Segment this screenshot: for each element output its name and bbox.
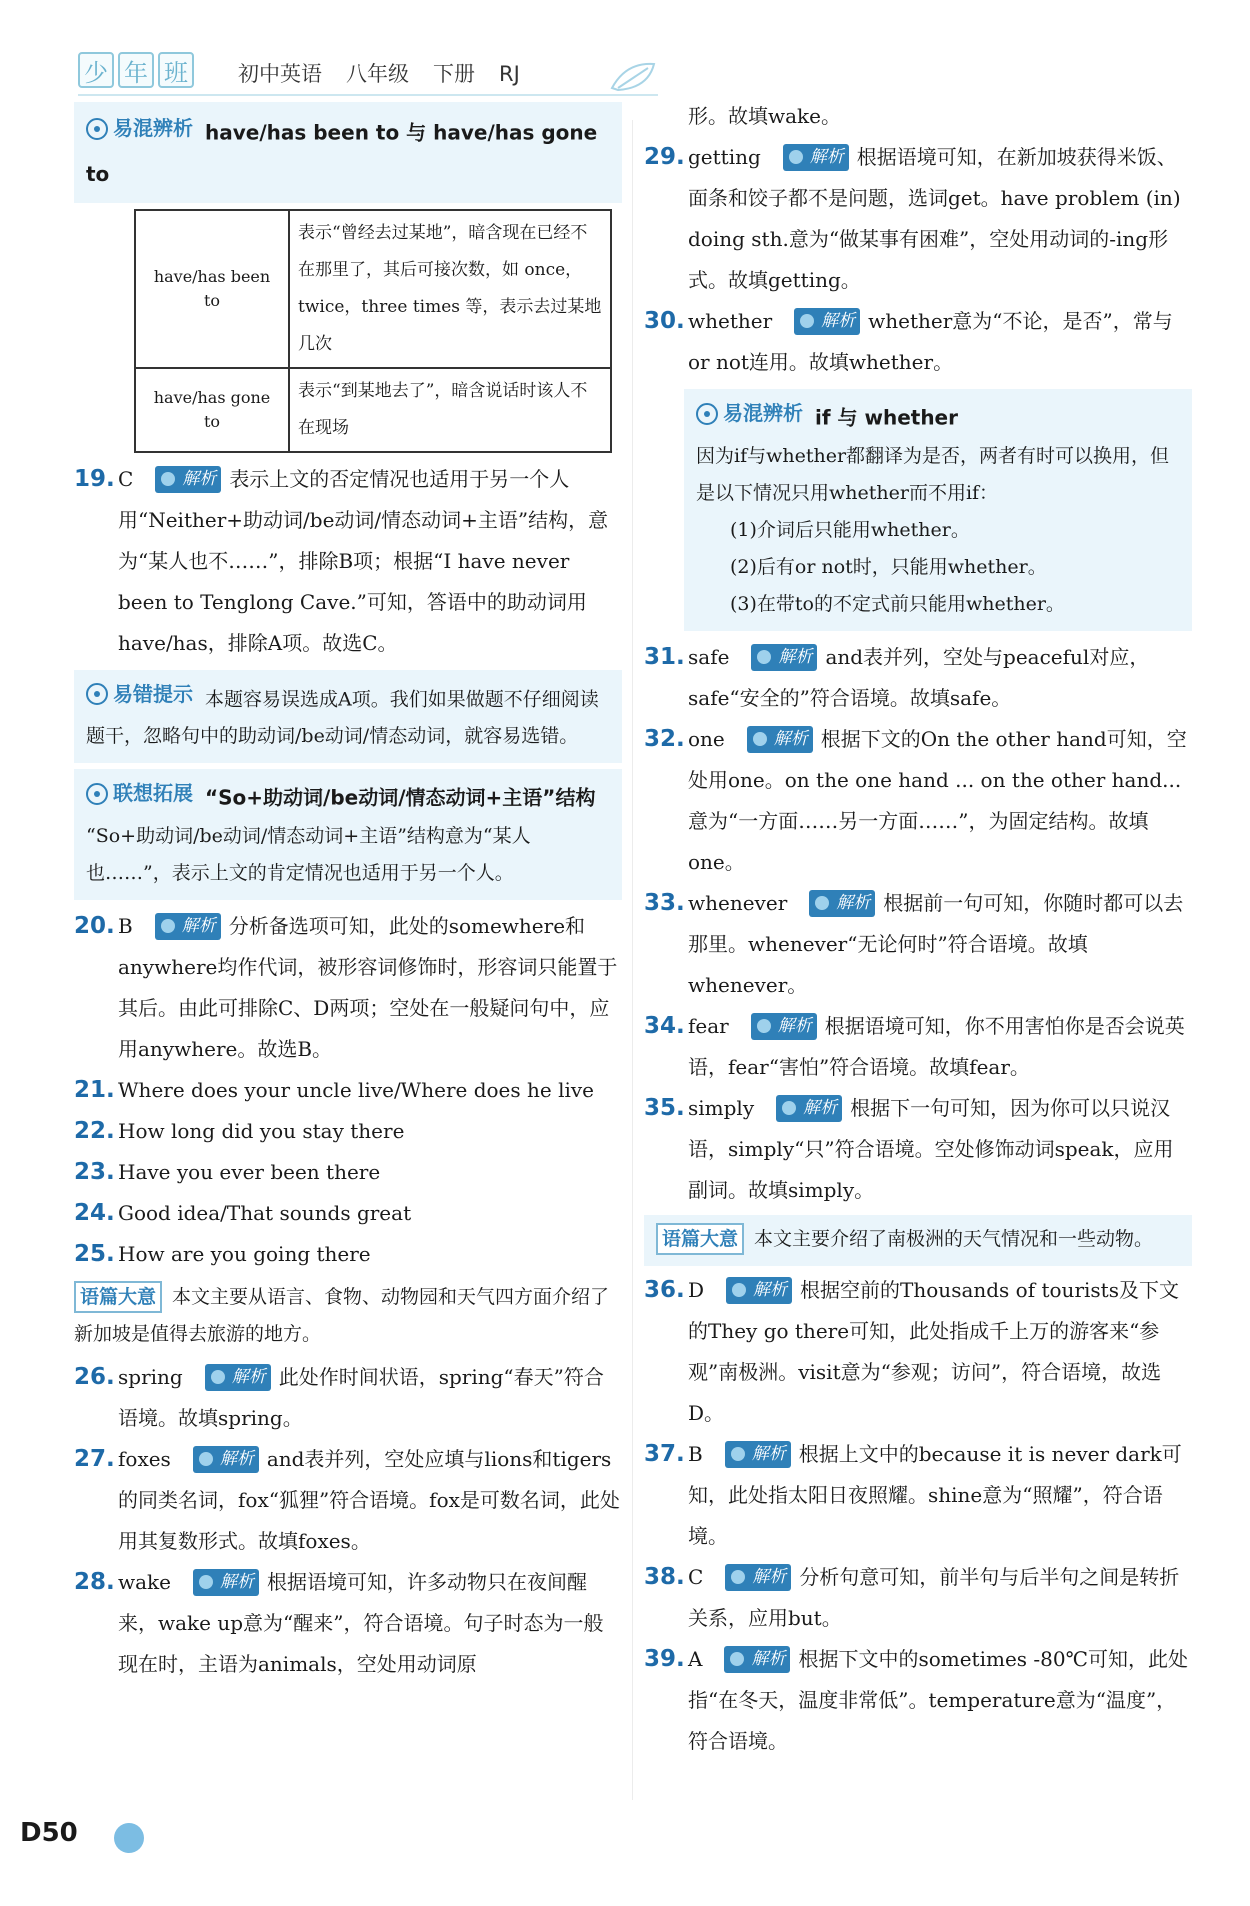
analysis-text: 根据上文中的because it is never dark可知，此处指太阳日夜照耀。shine意为“照耀”，符合语境。 [688,1441,1182,1548]
summary-label: 语篇大意 [656,1223,744,1255]
analysis-tag: 解析 [725,1564,791,1591]
item-number: 20. [74,912,115,939]
answer-word: simply [688,1095,755,1120]
left-column [74,96,622,1685]
answer-item [74,1111,622,1152]
page-header [78,50,658,94]
table-cell: have/has gone to [135,368,289,452]
analysis-text: whether意为“不论，是否”，常与or not连用。故填whether。 [688,309,1173,374]
item-number: 25. [74,1240,115,1267]
analysis-tag: 解析 [205,1364,271,1391]
series-logo [78,52,194,88]
analysis-tag: 解析 [747,726,813,753]
answer-item [644,1270,1192,1434]
analysis-tag: 解析 [751,644,817,671]
summary-label: 语篇大意 [74,1281,162,1313]
answer-choice: C [118,466,134,491]
table-row [135,210,611,368]
book-info [238,58,544,88]
right-column [644,96,1192,1762]
tip-title: 联想拓展 [113,781,193,805]
analysis-tag: 解析 [193,1569,259,1596]
item-number: 21. [74,1076,115,1103]
item-number: 30. [644,308,685,334]
answer-text: How are you going there [118,1241,371,1266]
term: 下册 [433,62,475,86]
analysis-tag: 解析 [155,466,221,493]
answer-word: foxes [118,1446,171,1471]
leaf-decoration-icon [608,58,660,96]
subject: 初中英语 [238,62,322,86]
analysis-tag: 解析 [155,913,221,940]
passage-summary [644,1215,1192,1266]
table-cell: 表示“曾经去过某地”，暗含现在已经不在那里了，其后可接次数，如 once，twice，three times 等，表示去过某地几次 [289,210,611,368]
item-number: 39. [644,1645,685,1672]
logo-char: 班 [158,52,194,88]
tip-point: (3)在带to的不定式前只能用whether。 [730,592,1065,615]
answer-word: spring [118,1364,183,1389]
answer-item [74,1562,622,1685]
analysis-text: and表并列，空处应填与lions和tigers的同类名词，fox“狐狸”符合语境。fox是可数名词，此处用其复数形式。故填foxes。 [118,1446,620,1553]
item-number: 26. [74,1363,115,1390]
analysis-text: 根据空前的Thousands of tourists及下文的They go there可知，此处指成千上万的游客来“参观”南极洲。visit意为“参观；访问”，符合语境，故选D。 [688,1277,1179,1425]
answer-word: getting [688,145,761,169]
analysis-tag: 解析 [193,1446,259,1473]
answer-item [644,1434,1192,1557]
analysis-tag: 解析 [726,1277,792,1304]
analysis-text: 分析句意可知，前半句与后半句之间是转折关系，应用but。 [688,1564,1180,1630]
analysis-tag: 解析 [794,308,860,335]
edition: RJ [499,62,520,86]
item-number: 36. [644,1276,685,1303]
table-cell: have/has been to [135,210,289,368]
tip-topic: have/has been to 与 have/has gone to [86,120,598,186]
analysis-tag: 解析 [751,1013,817,1040]
comparison-table [134,209,612,453]
item-number: 22. [74,1117,115,1144]
tip-topic: “So+助动词/be动词/情态动词+主语”结构 [205,785,596,810]
analysis-text: 根据下一句可知，因为你可以只说汉语，simply“只”符合语境。空处修饰动词speak，应用副词。故填simply。 [688,1095,1174,1202]
answer-item [644,137,1192,301]
answer-item [644,1006,1192,1088]
answer-choice: B [118,913,133,938]
answer-choice: B [688,1441,703,1466]
analysis-text: 根据语境可知，许多动物只在夜间醒来，wake up意为“醒来”，符合语境。句子时态为一般现在时，主语为animals，空处用动词原 [118,1569,604,1676]
page-badge-icon [114,1823,144,1853]
item-number: 27. [74,1445,115,1472]
passage-summary [74,1279,622,1353]
analysis-text: 根据前一句可知，你随时都可以去那里。whenever“无论何时”符合语境。故填whenever。 [688,890,1184,997]
summary-text: 本文主要从语言、食物、动物园和天气四方面介绍了新加坡是值得去旅游的地方。 [74,1285,610,1345]
answer-text: Where does your uncle live/Where does he live [118,1077,595,1102]
answer-text: Have you ever been there [118,1159,381,1184]
table-row [135,368,611,452]
item-number: 28. [74,1568,115,1595]
item-number: 31. [644,643,685,670]
answer-item [74,459,622,664]
answer-choice: C [688,1564,704,1589]
summary-text: 本文主要介绍了南极洲的天气情况和一些动物。 [754,1227,1154,1250]
item-number: 35. [644,1094,685,1121]
tip-box-confusion [74,102,622,203]
analysis-text: 此处作时间状语，spring“春天”符合语境。故填spring。 [118,1364,604,1430]
answer-item [644,719,1192,883]
analysis-text: and表并列，空处与peaceful对应，safe“安全的”符合语境。故填safe。 [688,644,1150,710]
logo-char: 少 [78,52,114,88]
analysis-tag: 解析 [724,1646,790,1673]
item-number: 38. [644,1563,685,1590]
analysis-text: 根据下文中的sometimes -80℃可知，此处指“在冬天，温度非常低”。temperature意为“温度”，符合语境。 [688,1646,1188,1753]
grade: 八年级 [346,62,409,86]
item-number: 19. [74,465,115,492]
analysis-text: 根据语境可知，在新加坡获得米饭、面条和饺子都不是问题，选词get。have problem (in) doing sth.意为“做某事有困难”，空处用动词的-ing形式。故填getting。 [688,145,1181,292]
answer-word: safe [688,644,730,669]
analysis-text: 表示上文的否定情况也适用于另一个人用“Neither+助动词/be动词/情态动词+主语”结构，意为“某人也不……”，排除B项；根据“I have never been to Tenglong Cave.”可知，答语中的助动词用have/has，排除A项。故选C。 [118,466,609,655]
analysis-tag: 解析 [776,1095,842,1122]
logo-char: 年 [118,52,154,88]
tip-title: 易混辨析 [723,401,803,425]
continued-text: 形。故填wake。 [688,104,841,128]
answer-choice: A [688,1646,703,1671]
table-cell: 表示“到某地去了”，暗含说话时该人不在现场 [289,368,611,452]
analysis-text: 根据语境可知，你不用害怕你是否会说英语，fear“害怕”符合语境。故填fear。 [688,1013,1185,1079]
answer-choice: D [688,1277,705,1302]
analysis-text: 分析备选项可知，此处的somewhere和anywhere均作代词，被形容词修饰时，形容词只能置于其后。由此可排除C、D两项；空处在一般疑问句中，应用anywhere。故选B。 [118,913,618,1061]
magnifier-icon [86,118,108,140]
answer-text: Good idea/That sounds great [118,1200,412,1225]
answer-item [74,1439,622,1562]
tip-box-error [74,670,622,764]
answer-item [74,1234,622,1275]
item-number: 24. [74,1199,115,1226]
warning-icon [86,683,108,705]
answer-item [644,1088,1192,1211]
analysis-text: 根据下文的On the other hand可知，空处用one。on the one hand ... on the other hand...意为“一方面……另一方面……”，为固定结构。故填one。 [688,726,1187,874]
analysis-tag: 解析 [725,1441,791,1468]
page-number: D50 [20,1818,78,1848]
column-divider [632,120,633,1800]
item-number: 33. [644,889,685,916]
tip-box-extension [74,769,622,900]
answer-word: whether [688,309,773,333]
answer-item [74,1193,622,1234]
item-number: 37. [644,1440,685,1467]
item-number: 23. [74,1158,115,1185]
tip-title: 易混辨析 [86,108,193,149]
tip-text: 本题容易误选成A项。我们如果做题不仔细阅读题干，忽略句中的助动词/be动词/情态动词，就容易选错。 [86,688,599,747]
answer-word: whenever [688,890,788,915]
answer-item [644,1639,1192,1762]
answer-word: fear [688,1013,729,1038]
tip-text: “So+助动词/be动词/情态动词+主语”结构意为“某人也……”，表示上文的肯定情况也适用于另一个人。 [86,824,531,884]
magnifier-icon [696,403,718,425]
answer-item [74,1152,622,1193]
answer-item [74,1357,622,1439]
answer-word: one [688,726,725,751]
answer-word: wake [118,1569,171,1594]
tip-point: (2)后有or not时，只能用whether。 [730,555,1047,578]
answer-text: How long did you stay there [118,1118,405,1143]
item-number: 29. [644,144,685,170]
answer-item [644,301,1192,383]
tip-text: 因为if与whether都翻译为是否，两者有时可以换用，但是以下情况只用whether而不用if： [696,444,1170,504]
answer-item [644,637,1192,719]
answer-item [644,1557,1192,1639]
answer-item [644,883,1192,1006]
tip-box-confusion [684,389,1192,631]
item-number: 32. [644,725,685,752]
analysis-tag: 解析 [783,144,849,171]
answer-item [74,1070,622,1111]
item-number: 34. [644,1012,685,1039]
analysis-tag: 解析 [809,890,875,917]
tip-title: 易错提示 [113,681,193,706]
tip-topic: if 与 whether [815,405,958,430]
lightbulb-icon [86,783,108,805]
tip-point: (1)介词后只能用whether。 [730,518,970,541]
answer-item [74,906,622,1070]
